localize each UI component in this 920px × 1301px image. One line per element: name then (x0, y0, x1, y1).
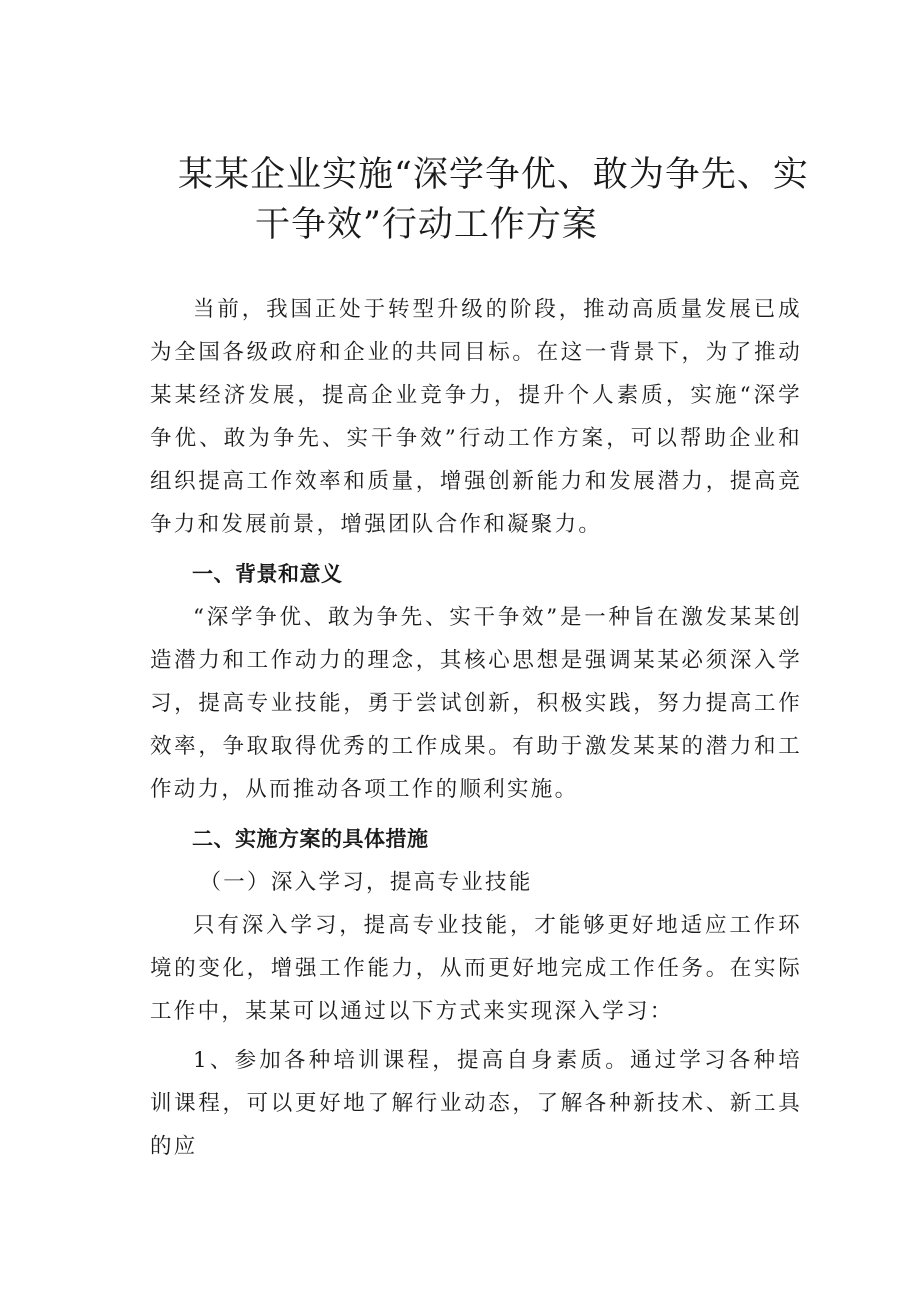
subsection-1-paragraph: 只有深入学习，提高专业技能，才能够更好地适应工作环境的变化，增强工作能力，从而更好地完成工作任务。在实际工作中，某某可以通过以下方式来实现深入学习： (150, 913, 802, 1024)
intro-paragraph: 当前，我国正处于转型升级的阶段，推动高质量发展已成为全国各级政府和企业的共同目标。在这一背景下，为了推动某某经济发展，提高企业竞争力，提升个人素质，实施“深学争优、敢为争先、实干争效”行动工作方案，可以帮助企业和组织提高工作效率和质量，增强创新能力和发展潜力，提高竞争力和发展前景，增强团队合作和凝聚力。 (150, 297, 802, 537)
title-line-2: 干争效”行动工作方案 (255, 205, 598, 245)
document-body (150, 288, 802, 1168)
section-1-heading: 一、背景和意义 (192, 562, 343, 586)
section-2-heading: 二、实施方案的具体措施 (192, 827, 429, 851)
section-1-paragraph: “深学争优、敢为争先、实干争效”是一种旨在激发某某创造潜力和工作动力的理念，其核心思想是强调某某必须深入学习，提高专业技能，勇于尝试创新，积极实践，努力提高工作效率，争取取得优秀的工作成果。有助于激发某某的潜力和工作动力，从而推动各项工作的顺利实施。 (150, 605, 802, 802)
subsection-1-heading: （一）深入学习，提高专业技能 (199, 870, 533, 895)
title-line-1: 某某企业实施“深学争优、敢为争先、实 (178, 155, 809, 195)
document-title (150, 150, 810, 250)
list-item-1: 1、参加各种培训课程，提高自身素质。通过学习各种培训课程，可以更好地了解行业动态，了解各种新技术、新工具的应 (150, 1048, 802, 1159)
